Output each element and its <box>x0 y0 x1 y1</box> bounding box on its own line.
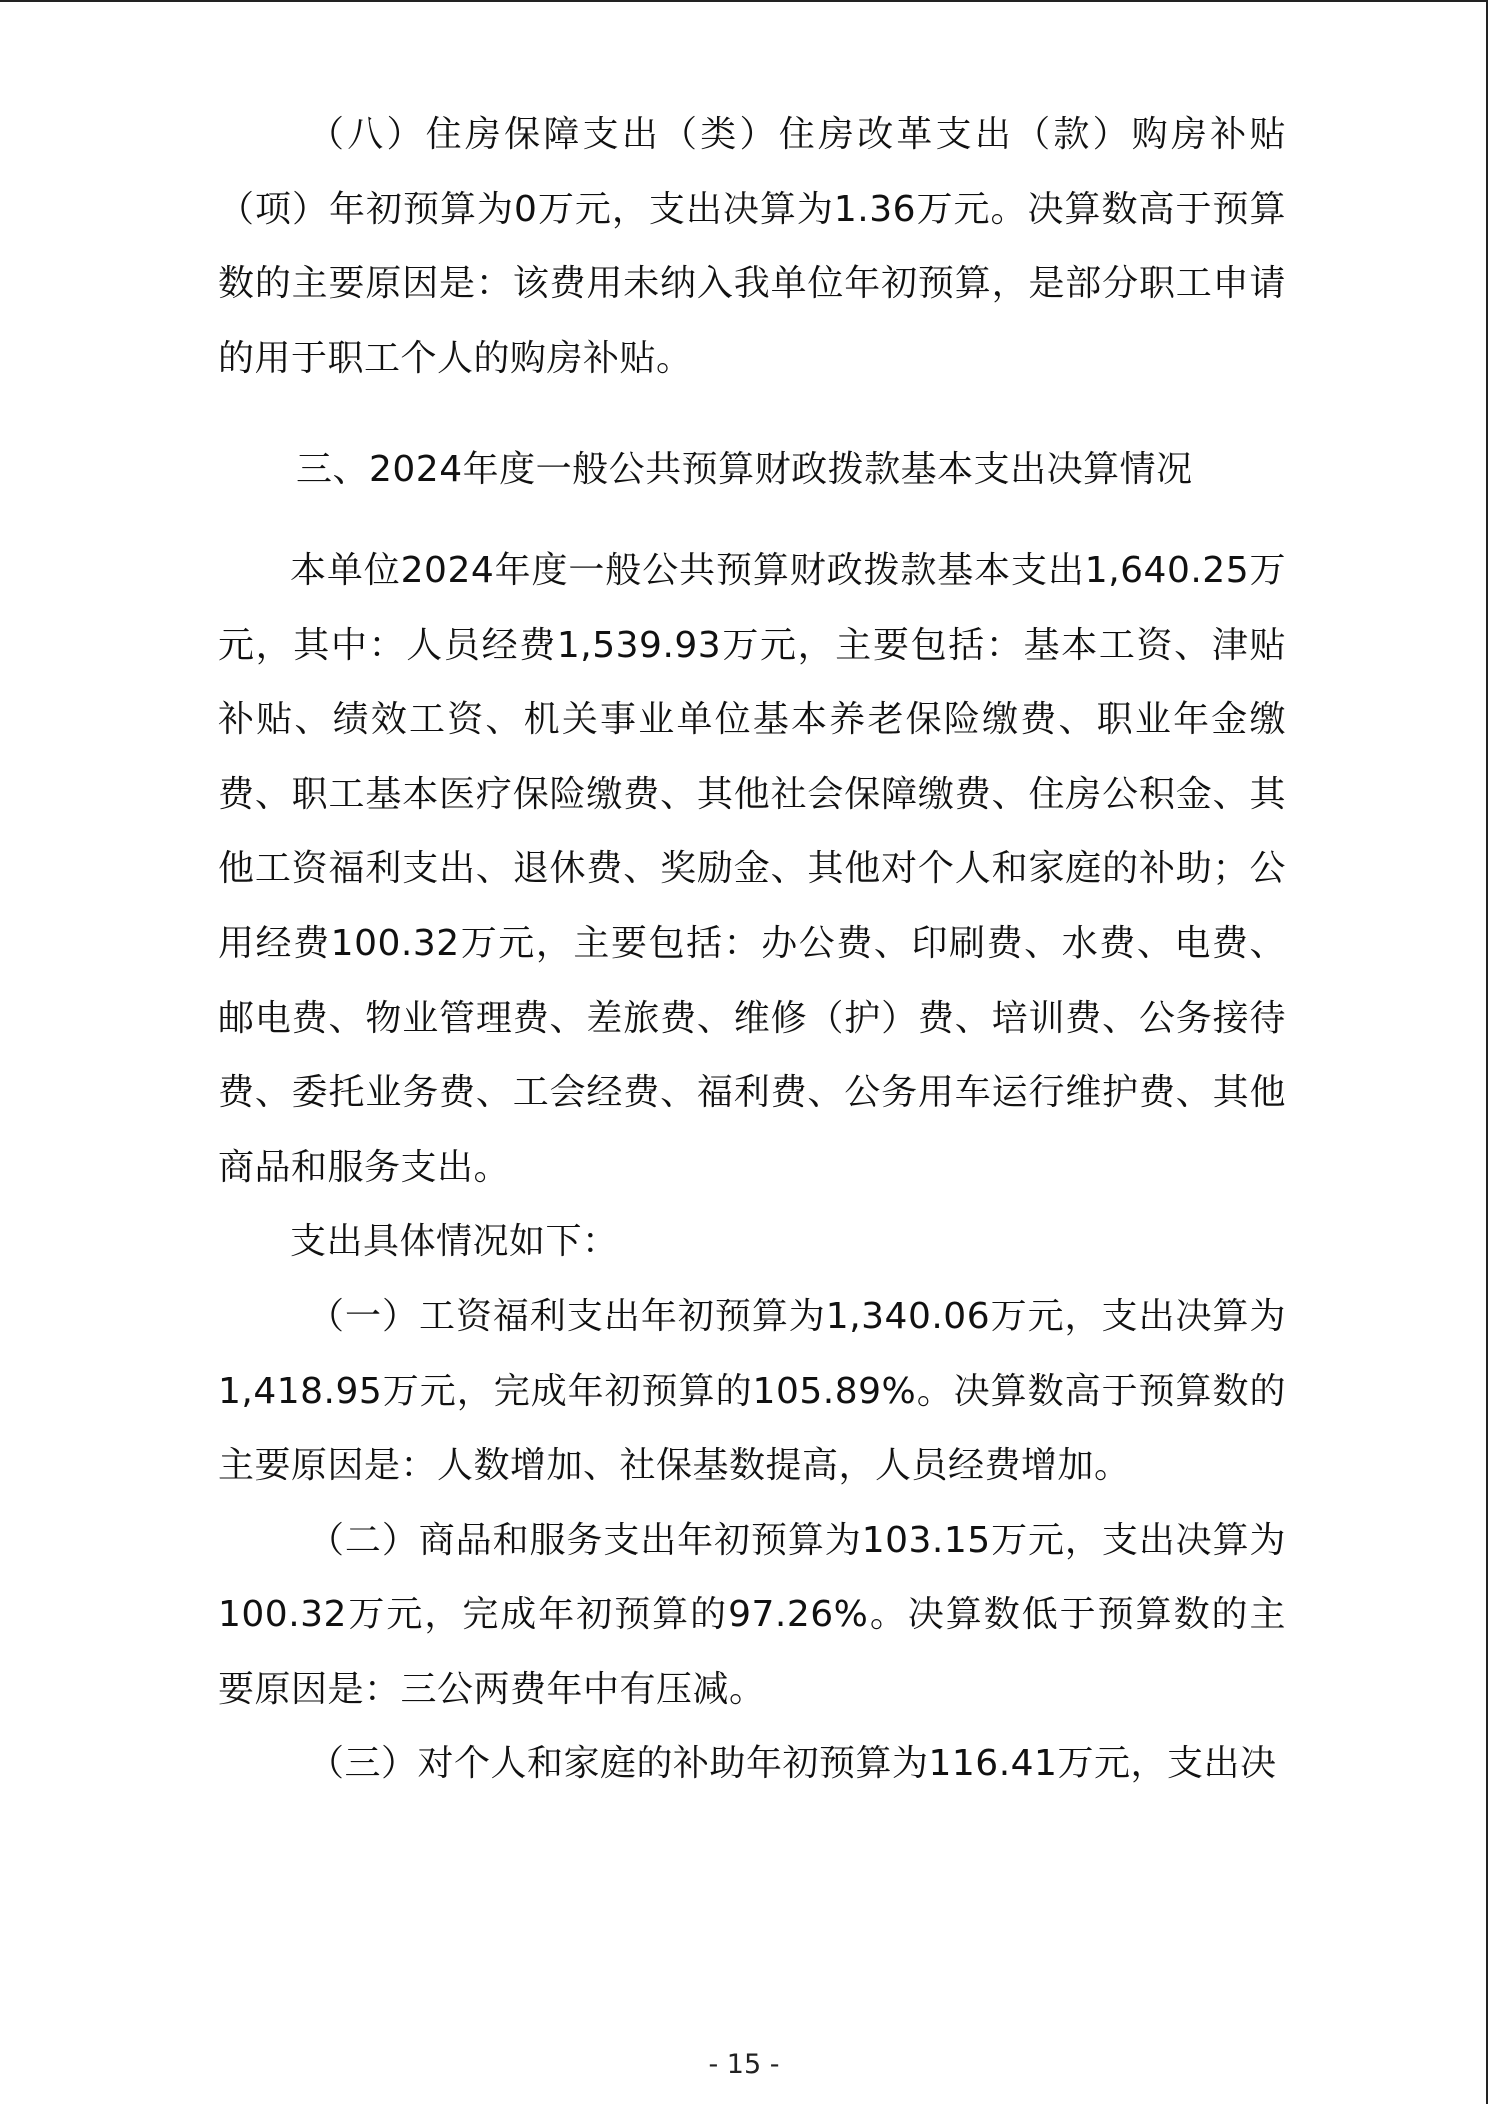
paragraph-item-wages: （一）工资福利支出年初预算为1,340.06万元，支出决算为1,418.95万元，完成年初预算的105.89%。决算数高于预算数的主要原因是：人数增加、社保基数提高，人员经费增加。 <box>218 1295 1286 1487</box>
paragraph-item-subsidies: （三）对个人和家庭的补助年初预算为116.41万元，支出决 <box>308 1743 1277 1785</box>
section-title: 三、2024年度一般公共预算财政拨款基本支出决算情况 <box>296 449 1193 491</box>
paragraph-detail-intro: 支出具体情况如下： <box>290 1221 619 1263</box>
page-number: - 15 - <box>708 2049 780 2080</box>
paragraph-housing-subsidy: （八）住房保障支出（类）住房改革支出（款）购房补贴（项）年初预算为0万元，支出决算为1.36万元。决算数高于预算数的主要原因是：该费用未纳入我单位年初预算，是部分职工申请的用于职工个人的购房补贴。 <box>218 114 1286 379</box>
document-body <box>218 98 1286 1802</box>
paragraph-basic-expenditure-summary: 本单位2024年度一般公共预算财政拨款基本支出1,640.25万元，其中：人员经费1,539.93万元，主要包括：基本工资、津贴补贴、绩效工资、机关事业单位基本养老保险缴费、职业年金缴费、职工基本医疗保险缴费、其他社会保障缴费、住房公积金、其他工资福利支出、退休费、奖励金、其他对个人和家庭的补助；公用经费100.32万元，主要包括：办公费、印刷费、水费、电费、邮电费、物业管理费、差旅费、维修（护）费、培训费、公务接待费、委托业务费、工会经费、福利费、公务用车运行维护费、其他商品和服务支出。 <box>218 549 1286 1188</box>
paragraph-item-goods-services: （二）商品和服务支出年初预算为103.15万元，支出决算为100.32万元，完成年初预算的97.26%。决算数低于预算数的主要原因是：三公两费年中有压减。 <box>218 1519 1286 1710</box>
